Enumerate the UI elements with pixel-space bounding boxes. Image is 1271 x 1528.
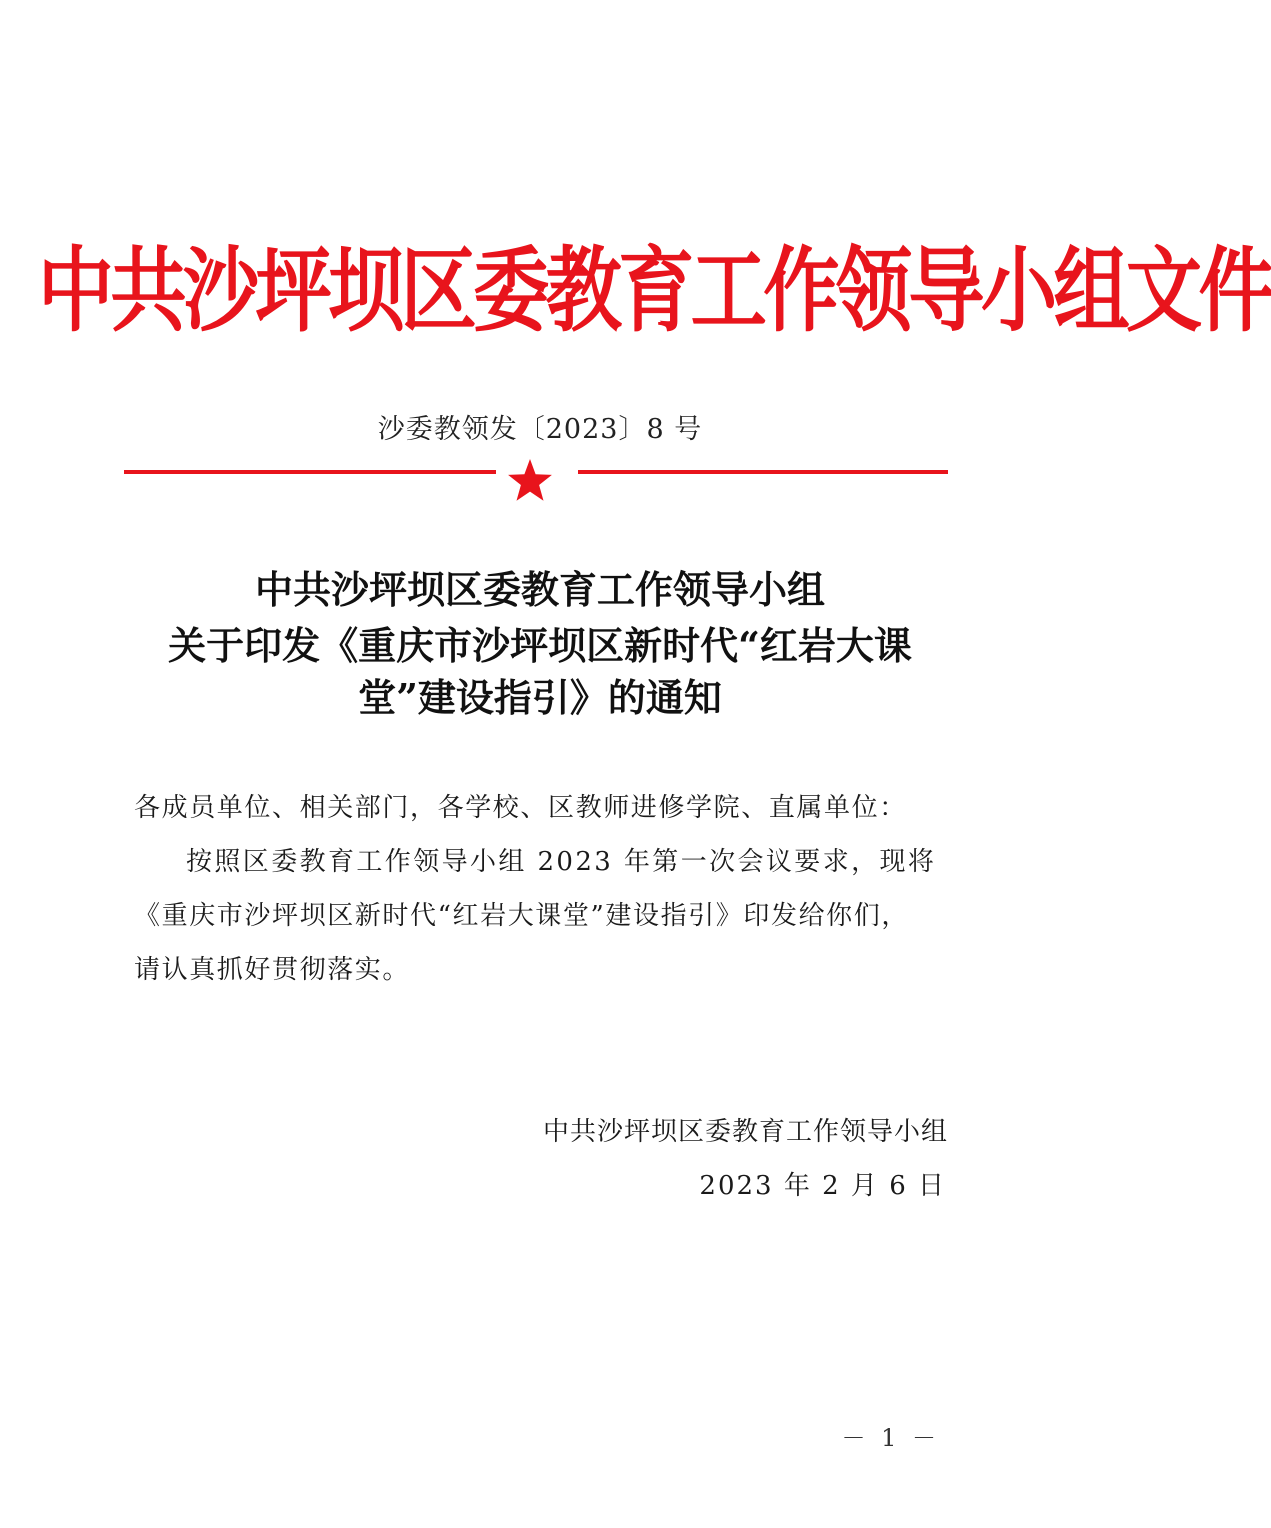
- salutation: 各成员单位、相关部门，各学校、区教师进修学院、直属单位：: [134, 793, 907, 823]
- notice-title-line-1: 中共沙坪坝区委教育工作领导小组: [254, 567, 825, 612]
- masthead-title: 中共沙坪坝区委教育工作领导小组文件: [37, 237, 1271, 345]
- body-paragraph-line-1: 按照区委教育工作领导小组 2023 年第一次会议要求，现将: [186, 847, 937, 877]
- red-rule-left: [124, 470, 496, 474]
- document-number: 沙委教领发〔2023〕8 号: [377, 414, 703, 445]
- page-number: － 1 －: [841, 1424, 940, 1452]
- signature-organization: 中共沙坪坝区委教育工作领导小组: [542, 1117, 948, 1147]
- body-paragraph-line-3: 请认真抓好贯彻落实。: [134, 955, 411, 985]
- red-star-icon: [507, 457, 553, 503]
- signature-date: 2023 年 2 月 6 日: [699, 1171, 946, 1201]
- red-rule-right: [578, 470, 948, 474]
- notice-title-line-2: 关于印发《重庆市沙坪坝区新时代“红岩大课: [168, 623, 912, 668]
- body-paragraph-line-2: 《重庆市沙坪坝区新时代“红岩大课堂”建设指引》印发给你们，: [134, 901, 909, 931]
- notice-title-line-3: 堂”建设指引》的通知: [358, 675, 722, 720]
